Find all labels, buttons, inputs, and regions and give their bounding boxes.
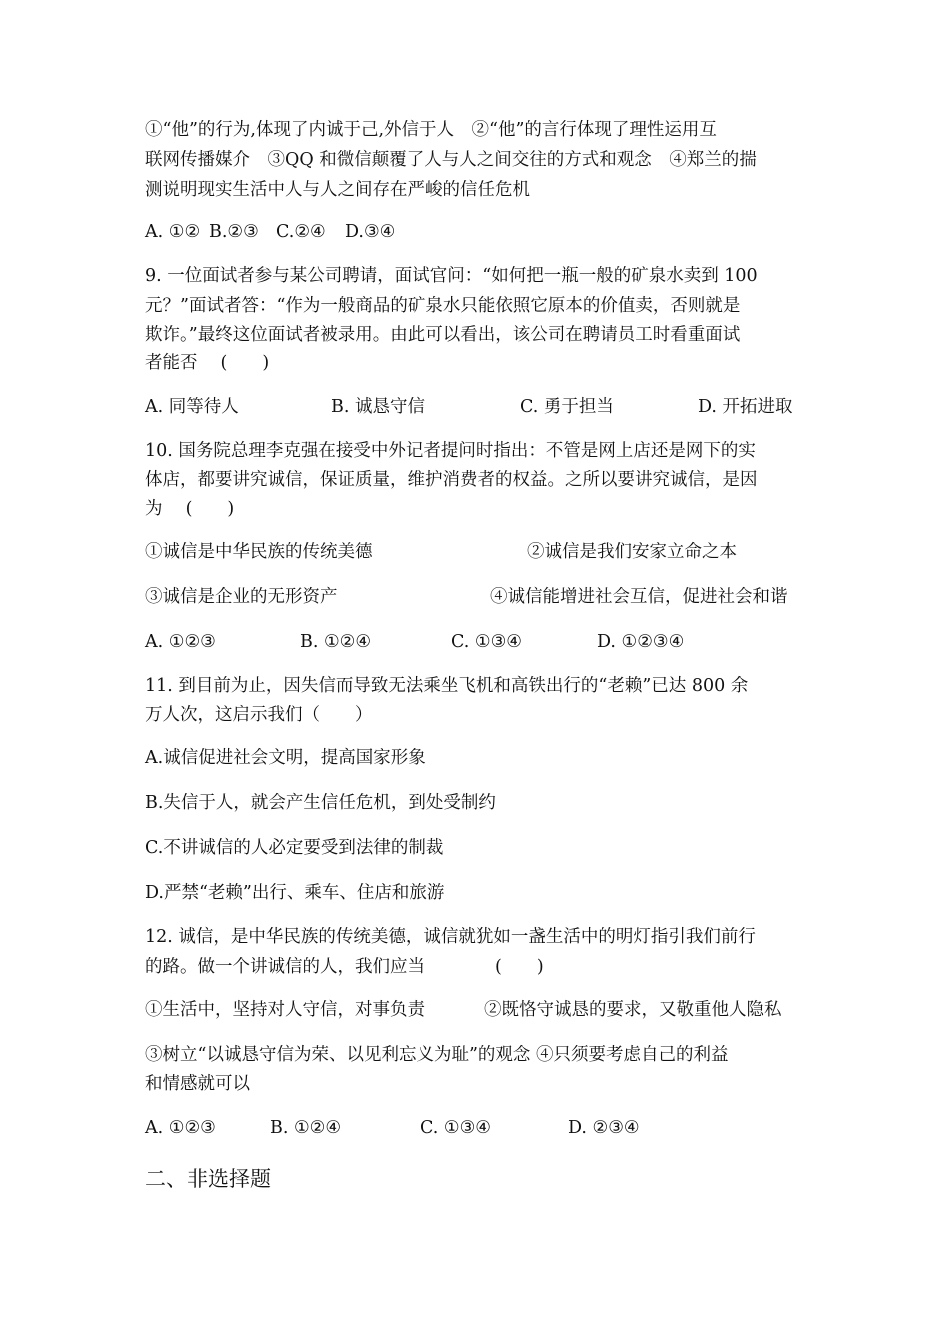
q8-line-2: 联网传播媒介 ③QQ 和微信颠覆了人与人之间交往的方式和观念 ④郑兰的揣	[145, 150, 757, 170]
q9-line-3: 欺诈。”最终这位面试者被录用。由此可以看出，该公司在聘请员工时看重面试	[145, 325, 741, 345]
section-heading: 二、非选择题	[145, 1167, 271, 1191]
q10-option-c: C. ①③④	[451, 632, 522, 652]
q10-statement-2: ②诚信是我们安家立命之本	[527, 542, 737, 562]
q10-line-3: 为 ( )	[145, 499, 235, 519]
q12-line-1: 12. 诚信，是中华民族的传统美德，诚信就犹如一盏生活中的明灯指引我们前行	[145, 927, 756, 947]
q9-line-2: 元？”面试者答：“作为一般商品的矿泉水只能依照它原本的价值卖，否则就是	[145, 296, 741, 316]
q10-statement-1: ①诚信是中华民族的传统美德	[145, 542, 373, 562]
q12-statement-2: ②既恪守诚恳的要求，又敬重他人隐私	[484, 1000, 782, 1020]
q12-option-b: B. ①②④	[270, 1118, 342, 1138]
q8-option-d: D.③④	[345, 222, 396, 242]
q9-option-a: A. 同等待人	[145, 397, 239, 417]
q8-line-1: ①“他”的行为,体现了内诚于己,外信于人 ②“他”的言行体现了理性运用互	[145, 120, 717, 140]
q10-line-2: 体店，都要讲究诚信，保证质量，维护消费者的权益。之所以要讲究诚信，是因	[145, 470, 758, 490]
q10-statement-3: ③诚信是企业的无形资产	[145, 587, 338, 607]
q10-option-b: B. ①②④	[300, 632, 372, 652]
q8-option-c: C.②④	[276, 222, 326, 242]
q11-option-c: C.不讲诚信的人必定要受到法律的制裁	[145, 838, 444, 858]
q10-option-a: A. ①②③	[145, 632, 216, 652]
q8-option-a: A. ①②	[145, 222, 201, 242]
q8-option-b: B.②③	[209, 222, 259, 242]
q12-line-2: 的路。做一个讲诚信的人，我们应当 ( )	[145, 957, 544, 977]
q12-option-c: C. ①③④	[420, 1118, 491, 1138]
q12-statement-3: ③树立“以诚恳守信为荣、以见利忘义为耻”的观念 ④只须要考虑自己的利益	[145, 1045, 729, 1065]
q11-option-b: B.失信于人，就会产生信任危机，到处受制约	[145, 793, 496, 813]
q9-option-d: D. 开拓进取	[698, 397, 793, 417]
q11-option-d: D.严禁“老赖”出行、乘车、住店和旅游	[145, 883, 445, 903]
q12-statement-3-cont: 和情感就可以	[145, 1074, 250, 1094]
q9-option-c: C. 勇于担当	[520, 397, 614, 417]
q12-option-a: A. ①②③	[145, 1118, 216, 1138]
q11-line-2: 万人次，这启示我们（ ）	[145, 705, 373, 725]
q8-line-3: 测说明现实生活中人与人之间存在严峻的信任危机	[145, 180, 530, 200]
q11-option-a: A.诚信促进社会文明，提高国家形象	[145, 748, 426, 768]
q11-line-1: 11. 到目前为止，因失信而导致无法乘坐飞机和高铁出行的“老赖”已达 800 余	[145, 676, 749, 696]
q9-line-4: 者能否 ( )	[145, 353, 270, 373]
q12-statement-1: ①生活中，坚持对人守信，对事负责	[145, 1000, 425, 1020]
q10-statement-4: ④诚信能增进社会互信，促进社会和谐	[490, 587, 788, 607]
q9-option-b: B. 诚恳守信	[331, 397, 425, 417]
q10-line-1: 10. 国务院总理李克强在接受中外记者提问时指出：不管是网上店还是网下的实	[145, 441, 756, 461]
q9-line-1: 9. 一位面试者参与某公司聘请，面试官问：“如何把一瓶一般的矿泉水卖到 100	[145, 266, 758, 286]
q10-option-d: D. ①②③④	[597, 632, 685, 652]
q12-option-d: D. ②③④	[568, 1118, 640, 1138]
